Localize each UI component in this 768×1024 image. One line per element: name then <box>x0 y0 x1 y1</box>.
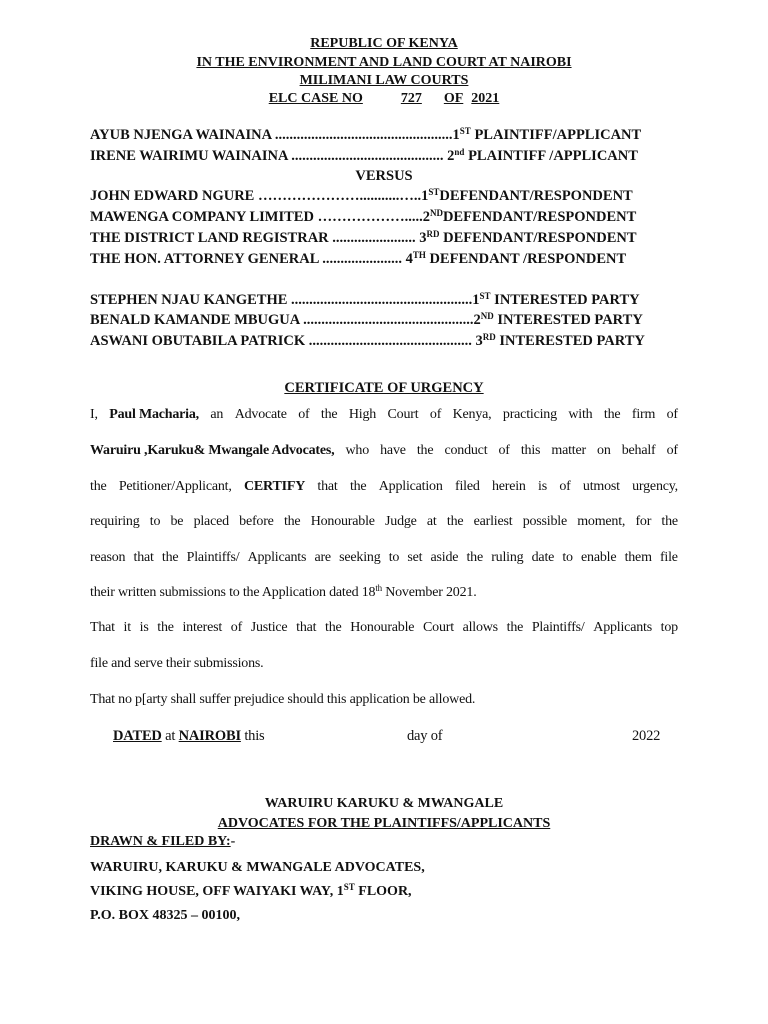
day-of-label: day of <box>407 728 443 744</box>
dated-place: NAIROBI <box>178 728 241 744</box>
party-line-interested-2: BENALD KAMANDE MBUGUA ...............................................2ND INTERESTED PARTY <box>90 311 643 328</box>
signature-role: ADVOCATES FOR THE PLAINTIFFS/APPLICANTS <box>217 816 551 831</box>
dated-year: 2022 <box>632 728 661 744</box>
para1-line-1: I, Paul Macharia, an Advocate of the High Court of Kenya, practicing with the firm of <box>90 407 678 422</box>
party-line-plaintiff-1: AYUB NJENGA WAINAINA .................................................1ST PLAINTIFF/APPLICANT <box>90 126 642 143</box>
versus-label: VERSUS <box>355 168 413 184</box>
party-line-defendant-2: MAWENGA COMPANY LIMITED ……………….....2NDDEFENDANT/RESPONDENT <box>90 208 637 225</box>
certificate-title: CERTIFICATE OF URGENCY <box>284 380 484 396</box>
party-line-interested-1: STEPHEN NJAU KANGETHE ..................................................1ST INTERESTED PARTY <box>90 291 640 308</box>
drawn-address: VIKING HOUSE, OFF WAIYAKI WAY, 1ST FLOOR, <box>90 882 412 899</box>
drawn-filed-label: DRAWN & FILED BY:- <box>90 834 236 849</box>
drawn-firm: WARUIRU, KARUKU & MWANGALE ADVOCATES, <box>90 860 425 875</box>
para2-line-2: file and serve their submissions. <box>90 656 264 671</box>
party-line-defendant-1: JOHN EDWARD NGURE …………………...........…..1STDEFENDANT/RESPONDENT <box>90 187 633 204</box>
para1-line-5: reason that the Plaintiffs/ Applicants are seeking to set aside the ruling date to enable them file <box>90 550 678 565</box>
heading-case-number <box>0 91 768 107</box>
signature-firm: WARUIRU KARUKU & MWANGALE <box>264 796 504 811</box>
para1-line-3: the Petitioner/Applicant, CERTIFY that the Application filed herein is of utmost urgency, <box>90 479 678 494</box>
para1-line-4: requiring to be placed before the Honourable Judge at the earliest possible moment, for the <box>90 514 678 529</box>
party-line-interested-3: ASWANI OBUTABILA PATRICK ............................................. 3RD INTERESTED PARTY <box>90 332 645 349</box>
case-year: 2021 <box>471 91 500 106</box>
party-line-defendant-4: THE HON. ATTORNEY GENERAL ...................... 4TH DEFENDANT /RESPONDENT <box>90 250 627 267</box>
heading-republic: REPUBLIC OF KENYA <box>310 36 458 51</box>
case-prefix: ELC CASE NO <box>268 91 363 106</box>
case-number: 727 <box>400 91 422 106</box>
para2-line-1: That it is the interest of Justice that the Honourable Court allows the Plaintiffs/ Applicants top <box>90 620 678 635</box>
this-word: this <box>244 728 265 744</box>
para3-line-1: That no p[arty shall suffer prejudice should this application be allowed. <box>90 692 476 707</box>
dated-line <box>113 728 264 745</box>
dated-word: DATED <box>113 728 162 744</box>
party-line-plaintiff-2: IRENE WAIRIMU WAINAINA .......................................... 2nd PLAINTIFF /APPLICANT <box>90 147 638 164</box>
heading-law-courts: MILIMANI LAW COURTS <box>299 73 469 88</box>
drawn-po-box: P.O. BOX 48325 – 00100, <box>90 908 240 923</box>
para1-line-6: their written submissions to the Application dated 18th November 2021. <box>90 583 477 600</box>
case-of: OF <box>443 91 464 106</box>
para1-line-2: Waruiru ,Karuku& Mwangale Advocates, who have the conduct of this matter on behalf of <box>90 443 678 458</box>
heading-court: IN THE ENVIRONMENT AND LAND COURT AT NAIROBI <box>196 55 572 70</box>
party-line-defendant-3: THE DISTRICT LAND REGISTRAR ....................... 3RD DEFENDANT/RESPONDENT <box>90 229 637 246</box>
at-word: at <box>165 728 176 744</box>
